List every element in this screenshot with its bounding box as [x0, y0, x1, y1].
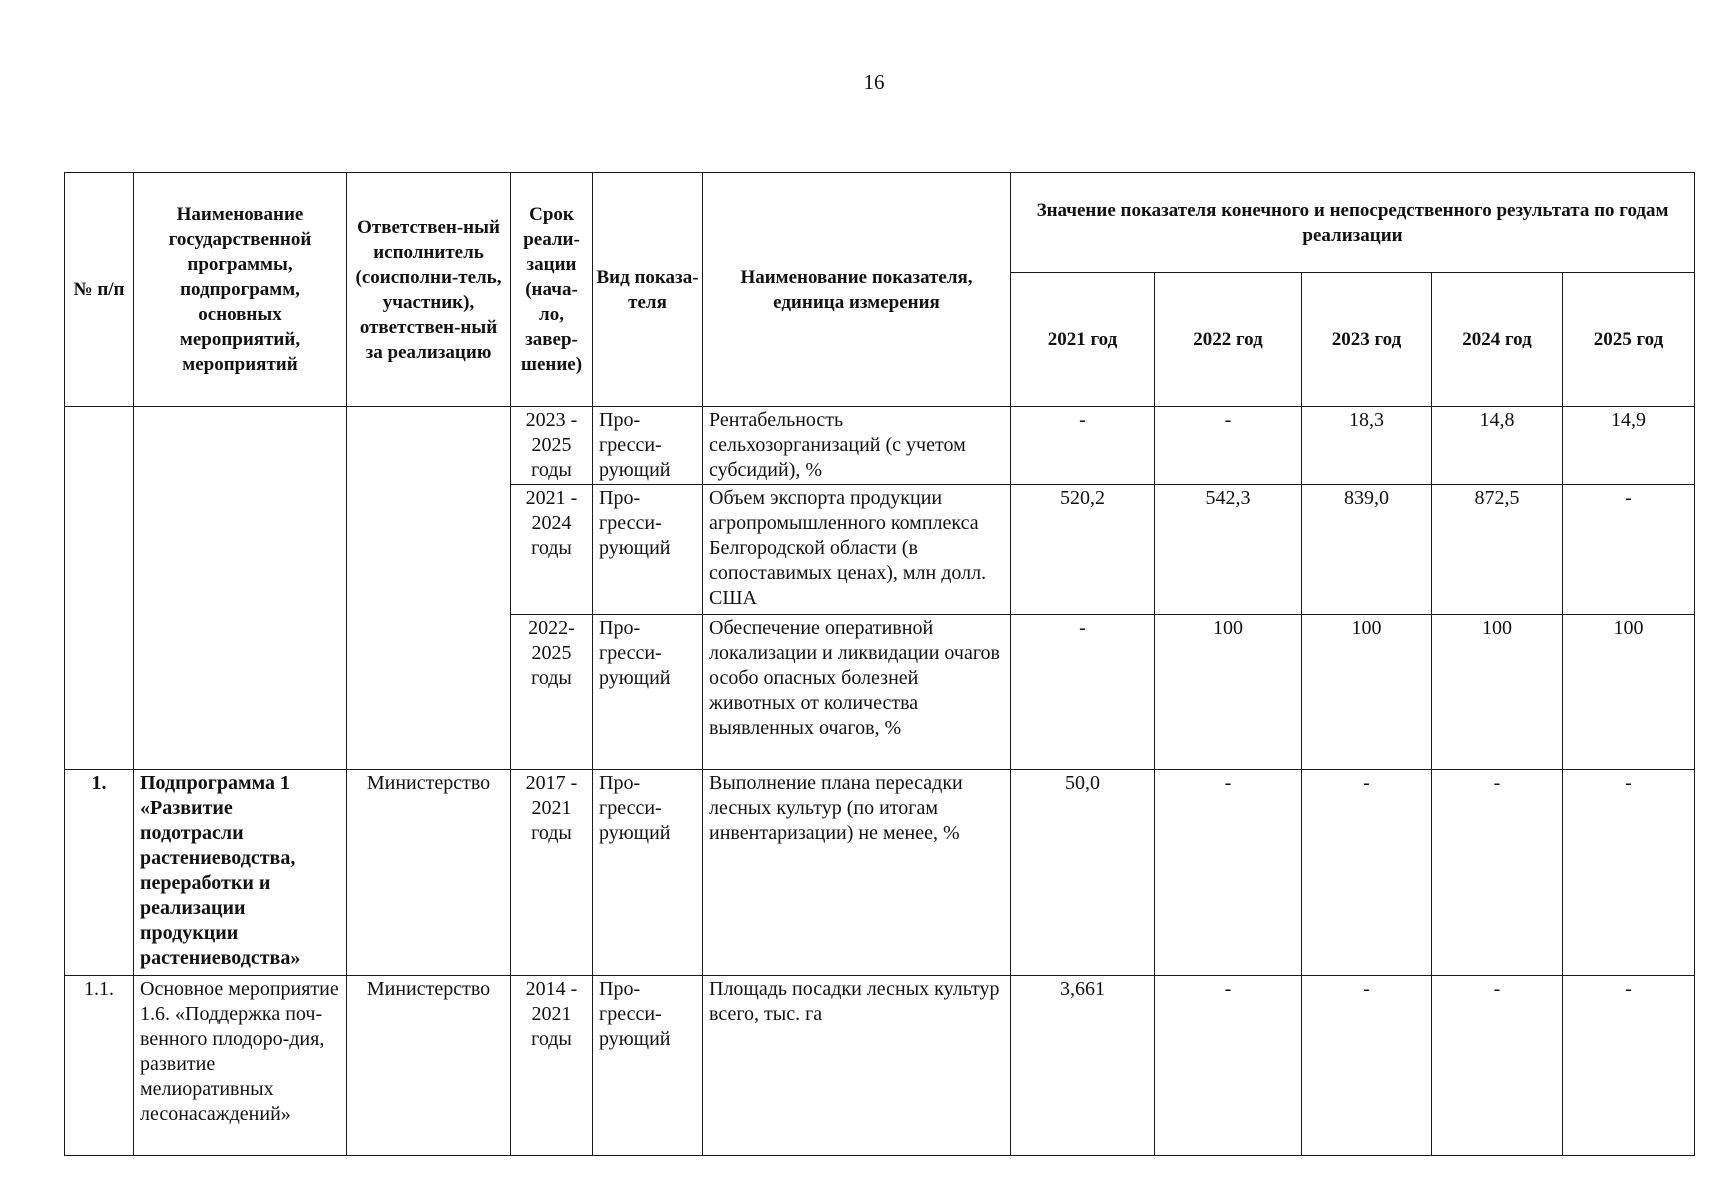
cell-program: Основное мероприятие 1.6. «Поддержка поч-венного плодоро-дия, развитие мелиоративных лесонасаждений»	[134, 976, 347, 1156]
cell-num: 1.1.	[65, 976, 134, 1156]
cell-value-2023: 100	[1302, 615, 1432, 770]
cell-value-2022: -	[1155, 407, 1302, 485]
cell-value-2023: -	[1302, 976, 1432, 1156]
table-row	[65, 407, 1695, 485]
cell-type: Про-гресси-рующий	[593, 615, 703, 770]
cell-indicator: Обеспечение оперативной локализации и ликвидации очагов особо опасных болезней животных от количества выявленных очагов, %	[703, 615, 1011, 770]
cell-type: Про-гресси-рующий	[593, 976, 703, 1156]
cell-term: 2023 - 2025 годы	[511, 407, 593, 485]
cell-value-2021: 50,0	[1011, 770, 1155, 976]
cell-value-2022: 542,3	[1155, 485, 1302, 615]
cell-value-2022: -	[1155, 976, 1302, 1156]
cell-value-2021: -	[1011, 407, 1155, 485]
cell-type: Про-гресси-рующий	[593, 485, 703, 615]
cell-term: 2022- 2025 годы	[511, 615, 593, 770]
cell-value-2024: 872,5	[1432, 485, 1563, 615]
cell-indicator: Выполнение плана пересадки лесных культур (по итогам инвентаризации) не менее, %	[703, 770, 1011, 976]
header-indicator: Наименование показателя, единица измерения	[703, 173, 1011, 407]
header-year-2023: 2023 год	[1302, 273, 1432, 407]
cell-executor: Министерство	[347, 770, 511, 976]
header-year-2021: 2021 год	[1011, 273, 1155, 407]
cell-value-2024: 100	[1432, 615, 1563, 770]
header-year-2022: 2022 год	[1155, 273, 1302, 407]
cell-indicator: Объем экспорта продукции агропромышленного комплекса Белгородской области (в сопоставимых ценах), млн долл. США	[703, 485, 1011, 615]
cell-program: Подпрограмма 1 «Развитие подотрасли растениеводства, переработки и реализации продукции растениеводства»	[134, 770, 347, 976]
cell-value-2022: 100	[1155, 615, 1302, 770]
header-program: Наименование государственной программы, подпрограмм, основных мероприятий, мероприятий	[134, 173, 347, 407]
cell-type: Про-гресси-рующий	[593, 770, 703, 976]
header-values-group: Значение показателя конечного и непосредственного результата по годам реализации	[1011, 173, 1695, 273]
cell-value-2025: -	[1563, 976, 1695, 1156]
cell-term: 2014 - 2021 годы	[511, 976, 593, 1156]
cell-term: 2017 - 2021 годы	[511, 770, 593, 976]
header-term: Срок реали-зации (нача-ло, завер-шение)	[511, 173, 593, 407]
cell-executor: Министерство	[347, 976, 511, 1156]
cell-value-2024: -	[1432, 770, 1563, 976]
header-num: № п/п	[65, 173, 134, 407]
cell-value-2024: -	[1432, 976, 1563, 1156]
cell-value-2025: -	[1563, 770, 1695, 976]
indicators-table	[64, 172, 1695, 1156]
table-row	[65, 770, 1695, 976]
cell-num	[65, 407, 134, 770]
cell-value-2023: 839,0	[1302, 485, 1432, 615]
page-number: 16	[863, 70, 885, 94]
cell-program	[134, 407, 347, 770]
cell-value-2025: 14,9	[1563, 407, 1695, 485]
cell-type: Про-гресси-рующий	[593, 407, 703, 485]
cell-term: 2021 - 2024 годы	[511, 485, 593, 615]
table-row	[65, 976, 1695, 1156]
cell-value-2021: -	[1011, 615, 1155, 770]
cell-indicator: Площадь посадки лесных культур всего, тыс. га	[703, 976, 1011, 1156]
cell-indicator: Рентабельность сельхозорганизаций (с учетом субсидий), %	[703, 407, 1011, 485]
cell-num: 1.	[65, 770, 134, 976]
cell-value-2024: 14,8	[1432, 407, 1563, 485]
header-year-2024: 2024 год	[1432, 273, 1563, 407]
cell-value-2025: 100	[1563, 615, 1695, 770]
cell-value-2023: -	[1302, 770, 1432, 976]
header-year-2025: 2025 год	[1563, 273, 1695, 407]
cell-value-2022: -	[1155, 770, 1302, 976]
cell-value-2021: 3,661	[1011, 976, 1155, 1156]
cell-value-2025: -	[1563, 485, 1695, 615]
header-type: Вид показа-теля	[593, 173, 703, 407]
cell-value-2021: 520,2	[1011, 485, 1155, 615]
cell-executor	[347, 407, 511, 770]
cell-value-2023: 18,3	[1302, 407, 1432, 485]
header-executor: Ответствен-ный исполнитель (соисполни-тель, участник), ответствен-ный за реализацию	[347, 173, 511, 407]
